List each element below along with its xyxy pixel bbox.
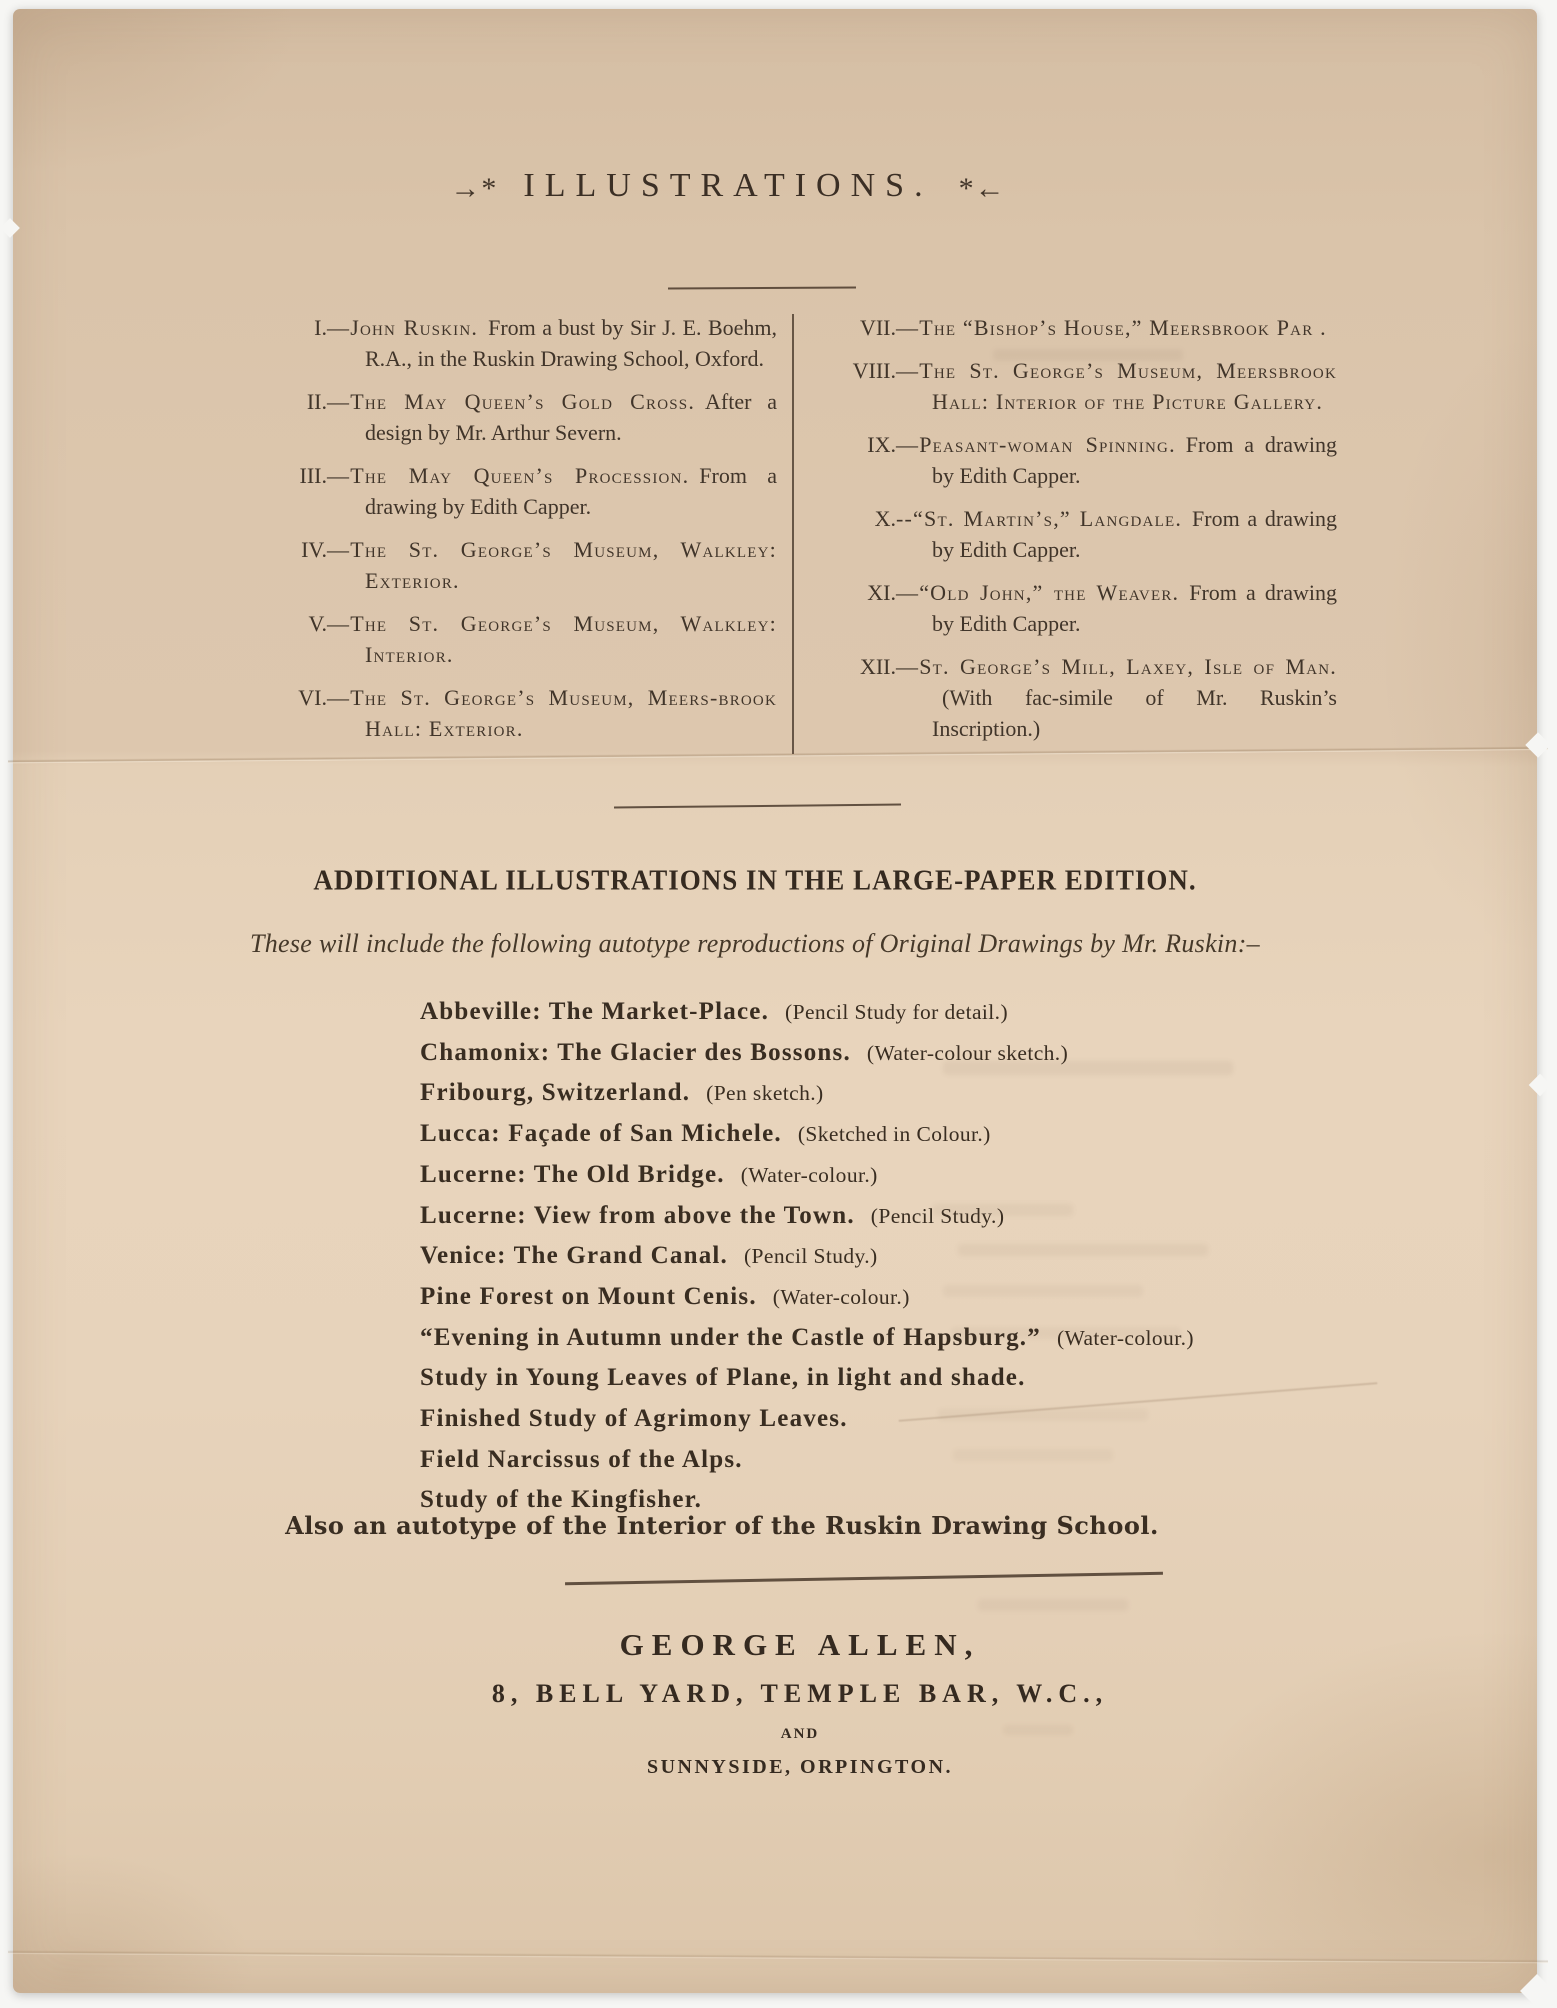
illustration-entry-6 bbox=[265, 682, 777, 744]
entry-numeral: II. bbox=[306, 389, 327, 414]
work-title: Field Narcissus of the Alps. bbox=[420, 1445, 743, 1473]
show-through-mark bbox=[943, 1285, 1143, 1297]
work-title: Lucca: Façade of San Michele. bbox=[420, 1120, 782, 1148]
show-through-mark bbox=[978, 1599, 1128, 1611]
medium-note: (Water-colour.) bbox=[1056, 1325, 1194, 1350]
medium-note: (Water-colour.) bbox=[772, 1284, 910, 1309]
additional-illustrations-intro: These will include the following autotype reproductions of Original Drawings by Mr. Ruskin:– bbox=[249, 929, 1260, 958]
publisher-name: GEORGE ALLEN, bbox=[619, 1627, 981, 1662]
illustration-entry-3 bbox=[265, 460, 777, 522]
medium-note: (Pen sketch.) bbox=[706, 1081, 824, 1106]
illustration-entry-12 bbox=[820, 651, 1337, 744]
show-through-mark bbox=[938, 1409, 1148, 1421]
title-divider-rule bbox=[668, 287, 856, 290]
entry-caption: From a bust by Sir J. E. Boehm, R.A., in the Ruskin Drawing School, Oxford. bbox=[365, 315, 777, 371]
entry-title: —“Old John,” the Weaver. bbox=[896, 580, 1180, 605]
entry-numeral: IV. bbox=[301, 537, 327, 562]
list-item bbox=[420, 1156, 1194, 1197]
entry-caption: From a drawing by Edith Capper. bbox=[932, 432, 1338, 488]
show-through-mark bbox=[933, 1204, 1073, 1216]
illustration-entry-7 bbox=[820, 312, 1337, 343]
entry-title: —The May Queen’s Procession. bbox=[327, 463, 690, 488]
illustration-entry-1 bbox=[265, 312, 777, 374]
illustration-entry-4 bbox=[265, 534, 777, 596]
entry-title: —The St. George’s Museum, Meers-brook Hall: Exterior. bbox=[327, 685, 777, 741]
paper-notch bbox=[0, 218, 20, 238]
work-title: Lucerne: View from above the Town. bbox=[420, 1201, 855, 1229]
book-page-paper bbox=[13, 9, 1537, 1993]
publisher-address-1: 8, BELL YARD, TEMPLE BAR, W.C., bbox=[491, 1679, 1109, 1708]
fold-crease-bottom bbox=[8, 1950, 1548, 1963]
entry-numeral: III. bbox=[299, 463, 327, 488]
entry-numeral: X. bbox=[874, 506, 896, 531]
entry-numeral: V. bbox=[308, 611, 327, 636]
medium-note: (Water-colour sketch.) bbox=[866, 1040, 1069, 1065]
footer-divider-rule bbox=[565, 1572, 1163, 1585]
medium-note: (Water-colour.) bbox=[740, 1162, 878, 1187]
illustrations-column-right bbox=[820, 312, 1337, 756]
entry-title: —The St. George’s Museum, Walkley: Exterior. bbox=[327, 537, 777, 593]
entry-caption: From a drawing by Edith Capper. bbox=[932, 580, 1338, 636]
publisher-imprint bbox=[195, 1627, 1405, 1779]
medium-note: (Pencil Study.) bbox=[744, 1244, 878, 1269]
work-title: Abbeville: The Market-Place. bbox=[420, 998, 770, 1025]
paper-notch bbox=[1520, 1974, 1554, 2008]
paper-notch bbox=[1529, 1074, 1552, 1097]
column-divider-rule bbox=[792, 314, 794, 754]
work-title: Lucerne: The Old Bridge. bbox=[420, 1160, 725, 1188]
show-through-mark bbox=[958, 1244, 1208, 1256]
entry-caption: From a drawing by Edith Capper. bbox=[365, 463, 777, 519]
entry-title: —John Ruskin. bbox=[327, 315, 479, 340]
show-through-mark bbox=[953, 1449, 1113, 1461]
entry-numeral: XI. bbox=[867, 580, 896, 605]
entry-title: --“St. Martin’s,” Langdale. bbox=[896, 506, 1183, 531]
illustration-entry-9 bbox=[820, 429, 1337, 491]
section-divider-rule bbox=[614, 803, 901, 808]
entry-caption: From a drawing by Edith Capper. bbox=[932, 506, 1337, 562]
entry-caption: (With fac-simile of Mr. Ruskin’s Inscription.) bbox=[932, 685, 1337, 741]
arrow-ornament-right: *← bbox=[958, 172, 1006, 205]
illustrations-column-left bbox=[265, 312, 777, 756]
list-item bbox=[420, 1359, 1194, 1400]
work-title: Study in Young Leaves of Plane, in light and shade. bbox=[420, 1364, 1026, 1392]
illustration-entry-5 bbox=[265, 608, 777, 670]
entry-caption: After a design by Mr. Arthur Severn. bbox=[365, 389, 777, 445]
list-item bbox=[420, 1074, 1194, 1115]
entry-title: —Peasant-woman Spinning. bbox=[896, 432, 1176, 457]
page-title: ILLUSTRATIONS. bbox=[523, 167, 933, 204]
entry-title: —The St. George’s Museum, Walkley: Interior. bbox=[327, 611, 777, 667]
illustration-entry-10 bbox=[820, 503, 1337, 565]
illustration-entry-11 bbox=[820, 577, 1337, 639]
entry-title: —The “Bishop’s House,” Meersbrook Par . bbox=[896, 315, 1327, 340]
show-through-mark bbox=[993, 349, 1183, 361]
work-title: Pine Forest on Mount Cenis. bbox=[420, 1282, 757, 1310]
publisher-address-2: SUNNYSIDE, ORPINGTON. bbox=[646, 1756, 954, 1778]
arrow-ornament-left: →* bbox=[450, 172, 498, 205]
additional-illustrations-heading: ADDITIONAL ILLUSTRATIONS IN THE LARGE-PAPER EDITION. bbox=[313, 864, 1197, 896]
work-title: Fribourg, Switzerland. bbox=[420, 1079, 691, 1107]
page-title-row bbox=[123, 167, 1333, 206]
entry-title: —St. George’s Mill, Laxey, Isle of Man. bbox=[896, 654, 1337, 679]
list-item bbox=[420, 1441, 1194, 1482]
paper-notch bbox=[1525, 732, 1550, 757]
medium-note: (Pencil Study.) bbox=[870, 1203, 1005, 1228]
illustration-entry-8 bbox=[820, 355, 1337, 417]
entry-numeral: VIII. bbox=[852, 358, 896, 383]
show-through-mark bbox=[943, 1061, 1233, 1075]
list-item bbox=[420, 1197, 1194, 1238]
show-through-mark bbox=[1003, 1725, 1073, 1735]
list-item bbox=[420, 993, 1194, 1034]
autotype-footnote: Also an autotype of the Interior of the Ruskin Drawing School. bbox=[285, 1511, 1159, 1540]
entry-numeral: IX. bbox=[867, 432, 896, 457]
work-title: Study of the Kingfisher. bbox=[420, 1486, 703, 1514]
entry-title: —The May Queen’s Gold Cross. bbox=[327, 389, 696, 414]
publisher-conjunction: AND bbox=[780, 1726, 820, 1742]
entry-numeral: VI. bbox=[298, 685, 327, 710]
entry-numeral: XII. bbox=[859, 654, 896, 679]
illustration-entry-2 bbox=[265, 386, 777, 448]
work-title: Finished Study of Agrimony Leaves. bbox=[420, 1405, 848, 1433]
list-item bbox=[420, 1115, 1194, 1156]
entry-numeral: VII. bbox=[859, 315, 896, 340]
medium-note: (Sketched in Colour.) bbox=[797, 1122, 991, 1147]
work-title: “Evening in Autumn under the Castle of Hapsburg.” bbox=[420, 1323, 1041, 1351]
entry-numeral: I. bbox=[314, 315, 327, 340]
entry-title: —The St. George’s Museum, Meersbrook Hall: Interior of the Picture Gallery. bbox=[896, 358, 1337, 414]
show-through-mark bbox=[951, 1327, 1181, 1339]
work-title: Chamonix: The Glacier des Bossons. bbox=[420, 1038, 851, 1066]
work-title: Venice: The Grand Canal. bbox=[420, 1242, 728, 1270]
medium-note: (Pencil Study for detail.) bbox=[785, 1000, 1009, 1024]
